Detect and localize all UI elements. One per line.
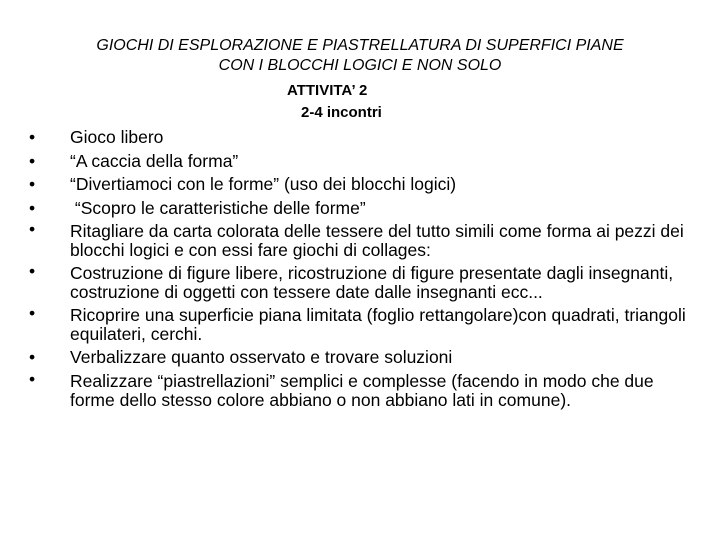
list-item [22, 346, 702, 370]
list-item [22, 304, 702, 346]
title-line-2: CON I BLOCCHI LOGICI E NON SOLO [218, 57, 502, 74]
list-item [22, 173, 702, 197]
bullet-icon: • [29, 261, 36, 281]
bullet-icon: • [29, 303, 36, 323]
sessions-label: 2-4 incontri [301, 104, 382, 121]
list-item-text: Ritagliare da carta colorata delle tessere del tutto simili come forma ai pezzi dei blocchi logici e con essi fare giochi di collages: [70, 221, 684, 260]
list-item-text: Costruzione di figure libere, ricostruzione di figure presentate dagli insegnanti, costruzione di oggetti con tessere date dalle insegnanti ecc... [70, 263, 674, 302]
bullet-icon: • [29, 368, 36, 389]
list-item-text: Gioco libero [70, 127, 164, 147]
bullet-icon: • [29, 127, 36, 147]
list-item-text: “Scopro le caratteristiche delle forme” [70, 197, 366, 218]
list-item-text: Realizzare “piastrellazioni” semplici e complesse (facendo in modo che due forme dello stesso colore abbiano o non abbiano lati in comune). [70, 370, 654, 410]
list-item [22, 197, 702, 221]
activity-list [22, 126, 702, 412]
bullet-icon: • [29, 219, 36, 239]
list-item-text: Verbalizzare quanto osservato e trovare soluzioni [70, 347, 453, 367]
list-item [22, 150, 702, 174]
bullet-icon: • [29, 347, 36, 367]
title-line-1: GIOCHI DI ESPLORAZIONE E PIASTRELLATURA DI SUPERFICI PIANE [96, 37, 624, 54]
bullet-icon: • [29, 150, 36, 171]
list-item-text: “Divertiamoci con le forme” (uso dei blocchi logici) [70, 174, 457, 194]
slide-title [0, 36, 720, 76]
list-item [22, 370, 702, 412]
list-item-text: Ricoprire una superficie piana limitata (foglio rettangolare)con quadrati, triangoli equilateri, cerchi. [70, 305, 686, 344]
list-item-text: “A caccia della forma” [70, 150, 239, 171]
list-item [22, 262, 702, 304]
list-item [22, 220, 702, 262]
bullet-icon: • [29, 174, 36, 194]
bullet-icon: • [29, 197, 36, 218]
activity-label: ATTIVITA’ 2 [287, 82, 368, 99]
list-item [22, 126, 702, 150]
